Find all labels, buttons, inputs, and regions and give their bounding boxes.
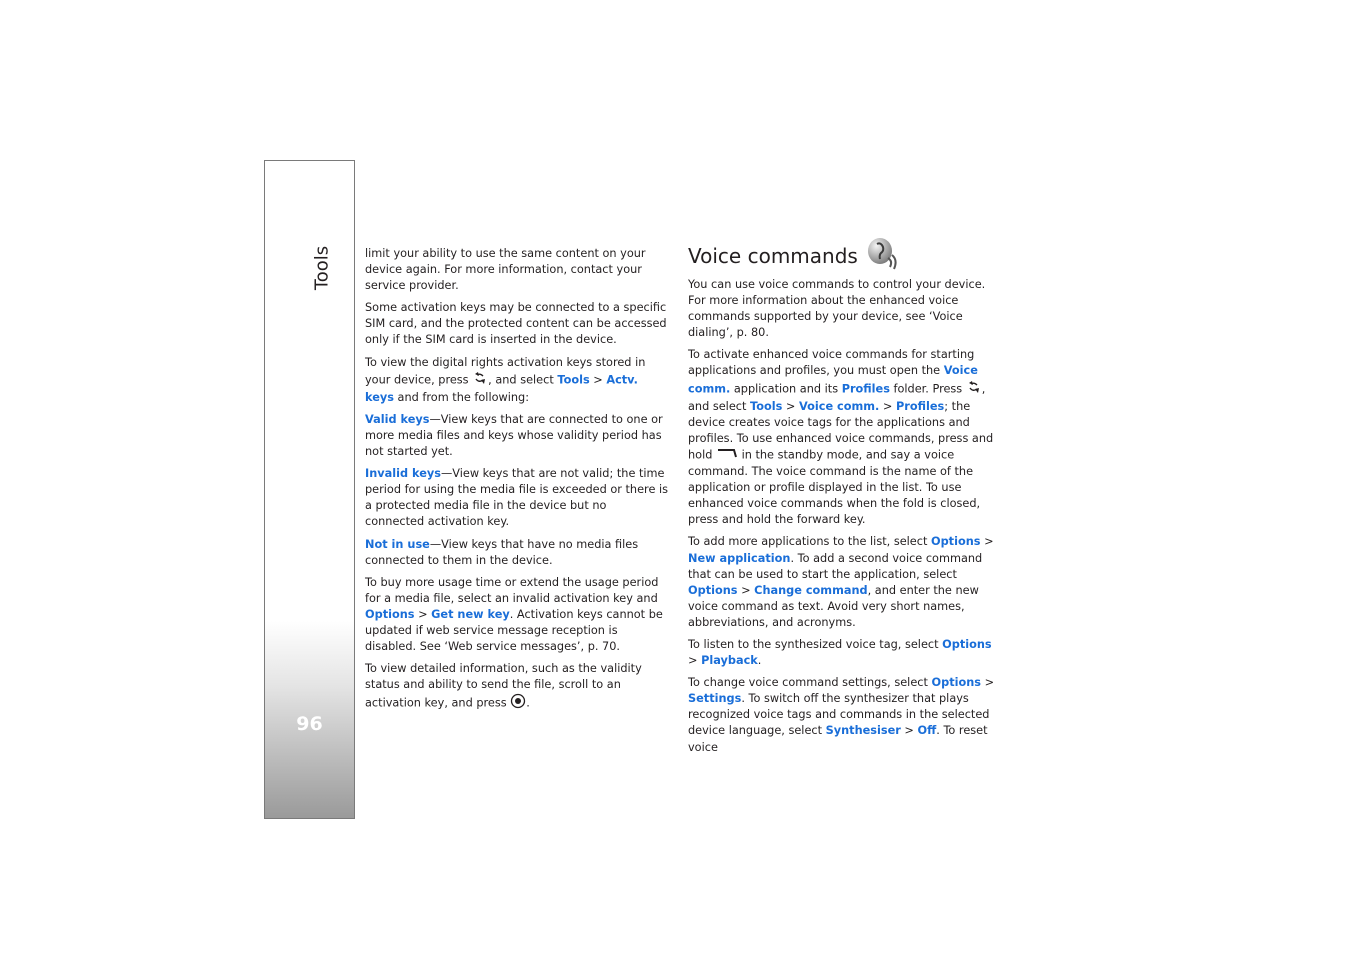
- paragraph: Not in use—View keys that have no media files connected to them in the device.: [365, 537, 639, 567]
- joystick-key-icon: [510, 693, 526, 714]
- right-column: [688, 277, 996, 762]
- paragraph: To activate enhanced voice commands for starting applications and profiles, you must open the Voice comm. application and its Profiles folder. Press , and select Tools > Voice comm. > Profiles; the device creates voice tags for the applications and profiles. To use enhanced voice commands, press and hold in the standby mode, and say a voice command. The voice command is the name of the application or profile displayed in the list. To use enhanced voice commands when the fold is closed, press and hold the forward key.: [688, 348, 994, 527]
- menu-key-icon: [472, 371, 488, 390]
- paragraph: You can use voice commands to control your device. For more information about the enhanced voice commands supported by your device, see ‘Voice dialing’, p. 80.: [688, 278, 986, 340]
- paragraph: Some activation keys may be connected to a specific SIM card, and the protected content can be accessed only if the SIM card is inserted in the device.: [365, 301, 667, 347]
- menu-key-icon: [966, 380, 982, 399]
- right-selection-key-icon: [716, 447, 738, 464]
- paragraph: Invalid keys—View keys that are not valid; the time period for using the media file is exceeded or there is a protected media file in the device but no connected activation key.: [365, 467, 669, 529]
- paragraph: limit your ability to use the same content on your device again. For more information, contact your service provider.: [365, 247, 646, 293]
- paragraph: To change voice command settings, select Options > Settings. To switch off the synthesizer that plays recognized voice tags and commands in the selected device language, select Synthesiser > Off. To reset voice: [688, 676, 995, 754]
- paragraph: To view the digital rights activation keys stored in your device, press , and select Tools > Actv. keys and from the following:: [365, 355, 646, 404]
- left-column: [365, 246, 669, 720]
- voice-commands-icon: [866, 236, 900, 277]
- section-title: Tools: [311, 245, 333, 291]
- section-heading: Voice commands: [688, 238, 900, 274]
- paragraph: To add more applications to the list, select Options > New application. To add a second voice command that can be used to start the application, select Options > Change command, and enter the new voice command as text. Avoid very short names, abbreviations, and acronyms.: [688, 535, 994, 629]
- paragraph: Valid keys—View keys that are connected to one or more media files and keys whose validity period has not started yet.: [365, 412, 663, 459]
- page-number: 96: [296, 713, 323, 735]
- paragraph: To buy more usage time or extend the usage period for a media file, select an invalid activation key and Options > Get new key. Activation keys cannot be updated if web service message reception is disabled. See ‘Web service messages’, p. 70.: [365, 575, 663, 654]
- paragraph: To view detailed information, such as the validity status and ability to send the file, scroll to an activation key, and press .: [365, 661, 669, 714]
- paragraph: To listen to the synthesized voice tag, select Options > Playback.: [688, 637, 992, 668]
